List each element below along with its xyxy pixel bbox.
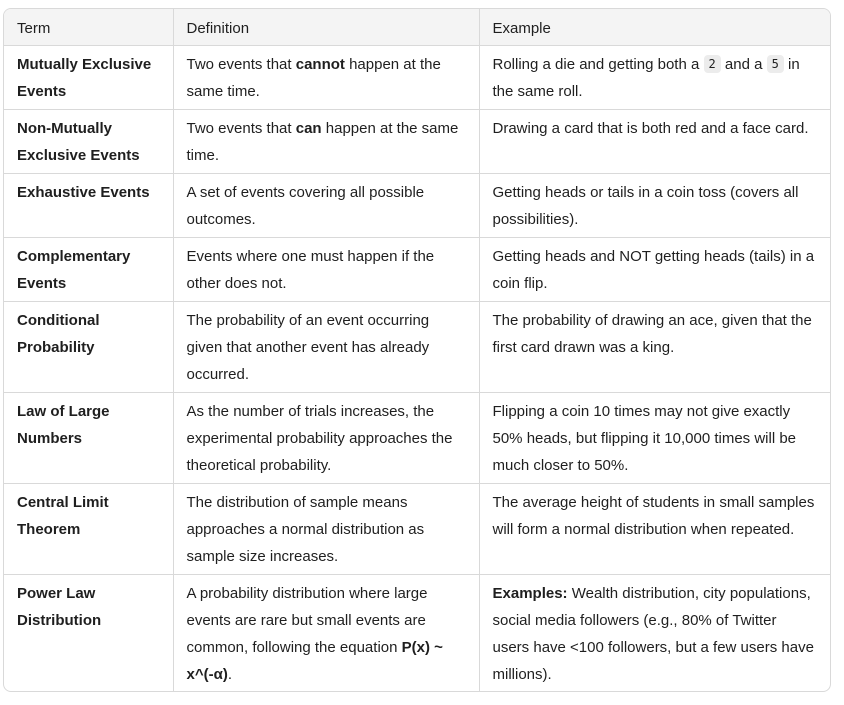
example-text: Rolling a die and getting both a (492, 55, 704, 73)
term-cell: Central Limit Theorem (4, 483, 173, 574)
example-cell (479, 45, 830, 109)
table-row (4, 173, 830, 237)
term-cell: Non-Mutually Exclusive Events (4, 109, 173, 173)
example-cell: Flipping a coin 10 times may not give exactly 50% heads, but flipping it 10,000 times will be much closer to 50%. (479, 392, 830, 483)
definition-text: happen at the same time. (186, 55, 441, 100)
header-example: Example (479, 9, 830, 45)
inline-code: 5 (767, 55, 784, 73)
term-cell: Conditional Probability (4, 301, 173, 392)
table-row (4, 483, 830, 574)
term-cell: Complementary Events (4, 237, 173, 301)
definition-cell (173, 45, 479, 109)
table-row (4, 301, 830, 392)
table-row (4, 45, 830, 109)
table-row (4, 574, 830, 692)
definition-text: Two events that (186, 119, 296, 137)
example-cell: Getting heads and NOT getting heads (tails) in a coin flip. (479, 237, 830, 301)
example-cell (479, 574, 830, 692)
definition-emphasis: cannot (295, 55, 345, 73)
definition-text: . (227, 665, 232, 683)
term-cell: Power Law Distribution (17, 584, 102, 629)
definition-cell: The distribution of sample means approaches a normal distribution as sample size increases. (173, 483, 479, 574)
inline-code: 2 (704, 55, 721, 73)
example-cell: Drawing a card that is both red and a face card. (479, 109, 830, 173)
definition-cell (173, 109, 479, 173)
table-row (4, 109, 830, 173)
table-row (4, 237, 830, 301)
probability-terms-table-container (3, 8, 831, 692)
definition-cell: The probability of an event occurring given that another event has already occurred. (173, 301, 479, 392)
definition-text: happen at the same time. (186, 119, 459, 164)
term-cell: Exhaustive Events (4, 173, 173, 237)
probability-terms-table (4, 9, 830, 692)
definition-cell: A set of events covering all possible outcomes. (173, 173, 479, 237)
header-definition: Definition (173, 9, 479, 45)
definition-emphasis: can (295, 119, 322, 137)
term-cell: Law of Large Numbers (4, 392, 173, 483)
example-cell: The probability of drawing an ace, given that the first card drawn was a king. (479, 301, 830, 392)
example-cell: Getting heads or tails in a coin toss (covers all possibilities). (479, 173, 830, 237)
definition-equation: P(x) ~ x^(-α) (186, 638, 443, 683)
example-text: and a (720, 55, 767, 73)
definition-text: Two events that (186, 55, 296, 73)
definition-cell: Events where one must happen if the other does not. (173, 237, 479, 301)
example-text: Wealth distribution, city populations, social media followers (e.g., 80% of Twitter users have <100 followers, but a few users have millions). (492, 584, 814, 683)
definition-text: A probability distribution where large events are rare but small events are common, following the equation (186, 584, 428, 656)
example-label: Examples: (492, 584, 568, 602)
example-text: in the same roll. (492, 55, 800, 100)
term-cell: Mutually Exclusive Events (4, 45, 173, 109)
example-cell: The average height of students in small samples will form a normal distribution when repeated. (479, 483, 830, 574)
definition-cell: As the number of trials increases, the experimental probability approaches the theoretical probability. (173, 392, 479, 483)
header-term: Term (4, 9, 173, 45)
table-row (4, 392, 830, 483)
definition-cell (173, 574, 479, 692)
header-row (4, 9, 830, 45)
